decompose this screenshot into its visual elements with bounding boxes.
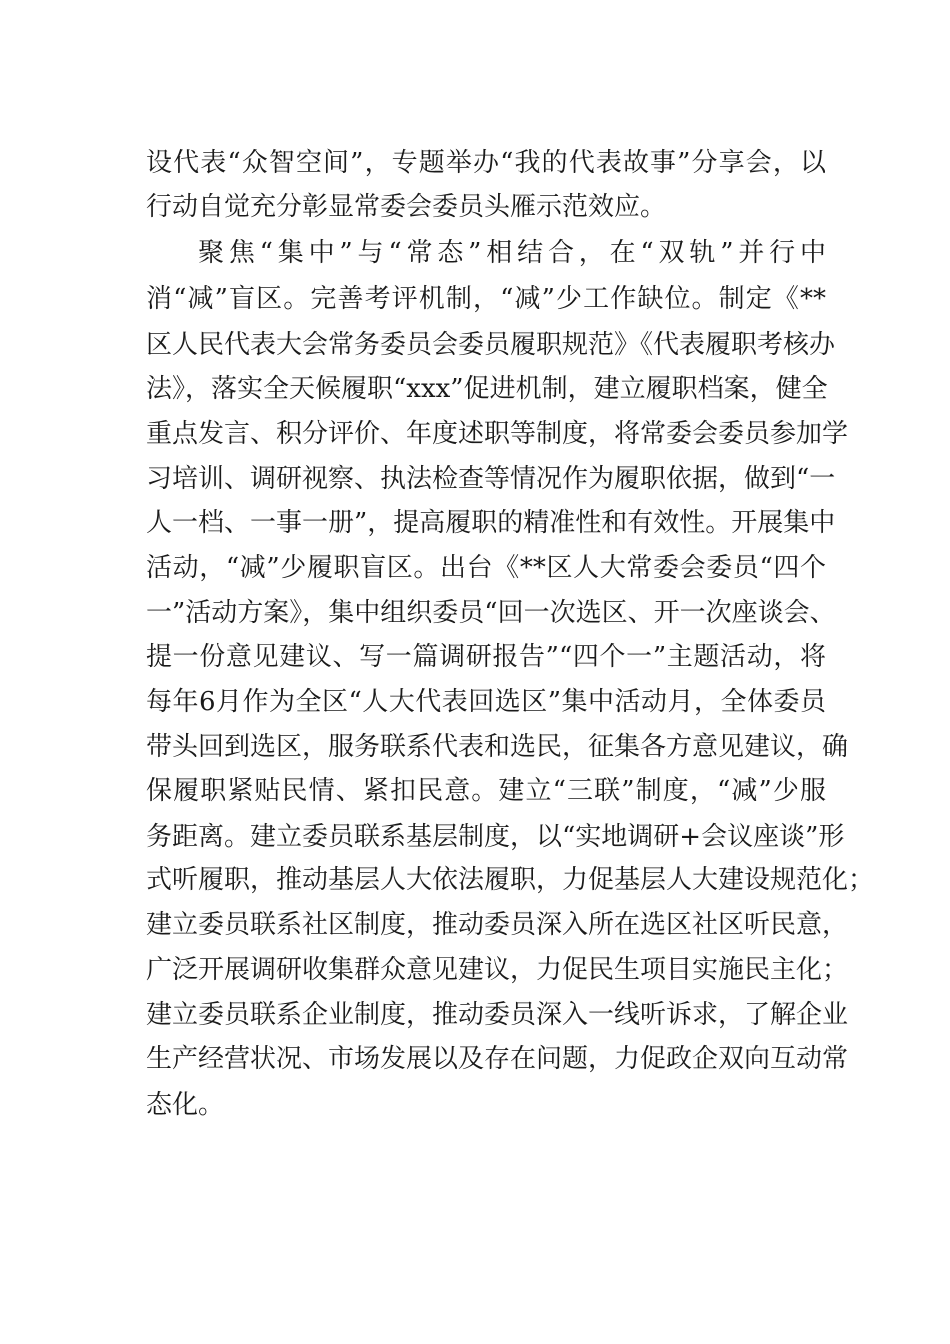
text-line: 务距离。建立委员联系基层制度，以“实地调研+会议座谈”形 <box>146 822 845 852</box>
text-line: 建立委员联系社区制度，推动委员深入所在选区社区听民意， <box>146 910 849 940</box>
text-line: 消“减”盲区。完善考评机制，“减”少工作缺位。制定《** <box>146 284 826 314</box>
text-line: 习培训、调研视察、执法检查等情况作为履职依据，做到“一 <box>146 464 836 494</box>
text-line: 人一档、一事一册”，提高履职的精准性和有效性。开展集中 <box>146 508 836 538</box>
text-line: 重点发言、积分评价、年度述职等制度，将常委会委员参加学 <box>146 419 849 449</box>
text-line: 一”活动方案》，集中组织委员“回一次选区、开一次座谈会、 <box>146 598 836 628</box>
text-line: 提一份意见建议、写一篇调研报告”“四个一”主题活动，将 <box>146 642 826 672</box>
text-line: 建立委员联系企业制度，推动委员深入一线听诉求，了解企业 <box>146 1000 849 1030</box>
text-line: 每年6月作为全区“人大代表回选区”集中活动月，全体委员 <box>146 687 826 717</box>
text-line: 区人民代表大会常务委员会委员履职规范》《代表履职考核办 <box>146 330 836 360</box>
text-line: 生产经营状况、市场发展以及存在问题，力促政企双向互动常 <box>146 1044 849 1074</box>
text-line: 保履职紧贴民情、紧扣民意。建立“三联”制度，“减”少服 <box>146 776 826 806</box>
text-line: 广泛开展调研收集群众意见建议，力促民生项目实施民主化； <box>146 955 849 985</box>
text-line: 聚焦“集中”与“常态”相结合，在“双轨”并行中 <box>198 238 826 268</box>
text-line: 行动自觉充分彰显常委会委员头雁示范效应。 <box>146 192 667 222</box>
text-line: 设代表“众智空间”，专题举办“我的代表故事”分享会，以 <box>146 148 826 178</box>
text-line: 式听履职，推动基层人大依法履职，力促基层人大建设规范化； <box>146 865 875 895</box>
text-line: 态化。 <box>146 1090 225 1120</box>
text-line: 法》，落实全天候履职“xxx”促进机制，建立履职档案，健全 <box>146 374 828 404</box>
text-line: 活动，“减”少履职盲区。出台《**区人大常委会委员“四个 <box>146 553 826 583</box>
text-line: 带头回到选区，服务联系代表和选民，征集各方意见建议，确 <box>146 732 849 762</box>
